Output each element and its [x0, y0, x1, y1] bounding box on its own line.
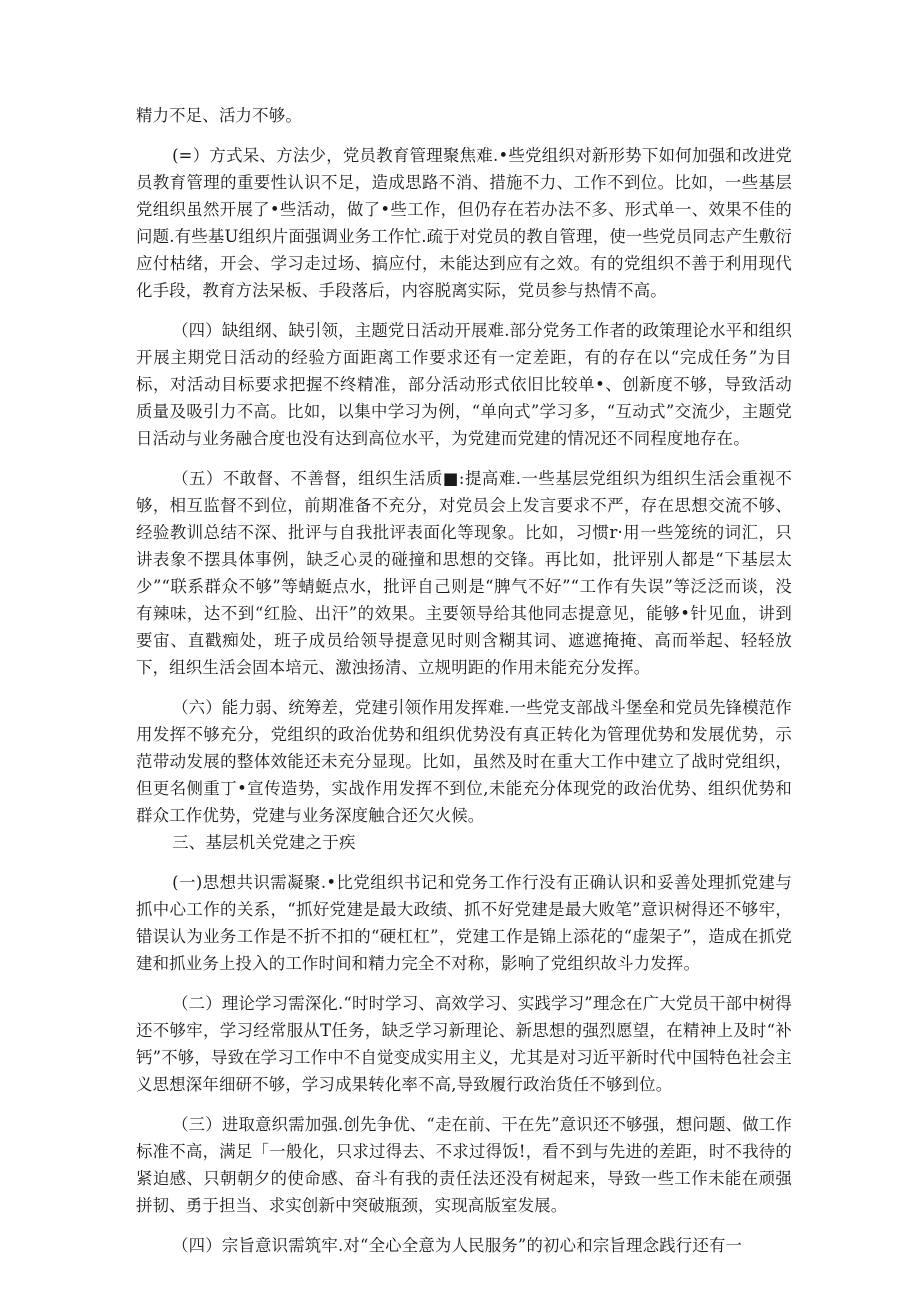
- paragraph-section-6: （六）能力弱、统筹差，党建引领作用发挥难.一些党支部战斗堡垒和党员先锋模范作用发挥不够充分，党组织的政治优势和组织优势没有真正转化为管理优势和发展优势，示范带动发展的整体效能还未充分显现。比如，虽然及时在重大工作中建立了战时党组织，但更名侧重丁•宣传造势，实战作用发挥不到位,未能充分体现党的政治优势、组织优势和群众工作优势，党建与业务深度触合还欠火候。: [136, 698, 792, 825]
- paragraph-subsection-3: （三）进取意织需加强.创先争优、“走在前、干在先”意识还不够强，想问题、做工作标准不高，满足「一般化，只求过得去、不求过得饭!，看不到与先进的差距，时不我待的紧迫感、只朝朝夕的使命感、奋斗有我的责任法还没有树起来，导致一些工作未能在顽强拼韧、勇于担当、求实创新中突破瓶颈，实现高版室发展。: [136, 1115, 792, 1215]
- paragraph-continuation: 精力不足、活力不够。: [136, 106, 302, 125]
- paragraph-section-4: （四）缺组纲、缺引领，主题党日活动开展难.部分党务工作者的政策理论水平和组织开展主期党日活动的经验方面距离工作要求还有一定差距，有的存在以“完成任务”为目标，对活动目标要求把握不终精准，部分活动形式依旧比较单•、创新度不够，导致活动质量及吸引力不高。比如，以集中学习为例，“单向式”学习多，“互动式”交流少，主题党日活动与业务融合度也没有达到高位水平，为党建而党建的情况还不同程度地存在。: [136, 321, 792, 448]
- document-page: [136, 102, 792, 1259]
- paragraph-subsection-1: (一)思想共识需凝聚.•比党组织书记和党务工作行没有正确认识和妥善处理抓党建与抓中心工作的关系，“抓好党建是最大政绩、抓不好党建是最大败笔”意识树得还不够牢，错误认为业务工作是不折不扣的“硬杠杠”，党建工作是锦上添花的“虚架子”，造成在抓党建和抓业务上投入的工作时间和精力完全不对称，影响了党组织故斗力发挥。: [136, 873, 792, 973]
- paragraph-section-3: (=）方式呆、方法少，党员教育管理聚焦难.•些党组织对新形势下如何加强和改进党员教育管理的重要性认识不足，造成思路不消、措施不力、工作不到位。比如，一些基层党组织虽然开展了•些活动，做了•些工作，但仍存在若办法不多、形式单一、效果不佳的问题.有些基U组织片面强调业务工作忙.疏于对党员的教自管理，使一些党员同志产生敷衍应付枯绪，开会、学习走过场、搞应付，未能达到应有之效。有的党组织不善于利用现代化手段，教育方法呆板、手段落后，内容脱离实际，党员参与热情不高。: [136, 146, 792, 300]
- section-heading: 三、基层机关党建之于疾: [172, 833, 356, 852]
- paragraph-subsection-4: （四）宗旨意识需筑牢.对“全心全意为人民服务”的初心和宗旨理念践行还有一: [172, 1236, 743, 1255]
- paragraph-subsection-2: （二）理论学习需深化.“时时学习、高效学习、实践学习”理念在广大党员干部中树得还不够牢，学习经常服从T任务，缺乏学习新理论、新思想的强烈愿望，在精神上及时“补钙”不够，导致在学习工作中不自觉变成实用主义，尤其是对习近平新时代中国特色社会主义思想深年细研不够，学习成果转化率不高,导致履行政治货任不够到位。: [136, 994, 792, 1094]
- paragraph-section-5: （五）不敢督、不善督，组织生活质■:提高难.一些基层党组织为组织生活会重视不够，相互监督不到位，前期准备不充分，对党员会上发言要求不严，存在思想交流不够、经验教训总结不深、批评与自我批评表面化等现象。比如，习惯r·用一些笼统的词汇，只讲表象不摆具体事例，缺乏心灵的碰撞和思想的交锋。再比如，批评别人都是“下基层太少”“联系群众不够”等蜻蜓点水，批评自己则是“脾气不好”“工作有失误”等泛泛而谈，没有辣味，达不到“红脸、出汗”的效果。主要领导给其他同志提意见，能够•针见血，讲到要宙、直戳痴处，班子成员给领导提意见时则含糊其词、遮遮掩掩、高而举起、轻轻放下，组织生活会固本培元、激浊扬清、立规明距的作用未能充分发挥。: [136, 469, 792, 677]
